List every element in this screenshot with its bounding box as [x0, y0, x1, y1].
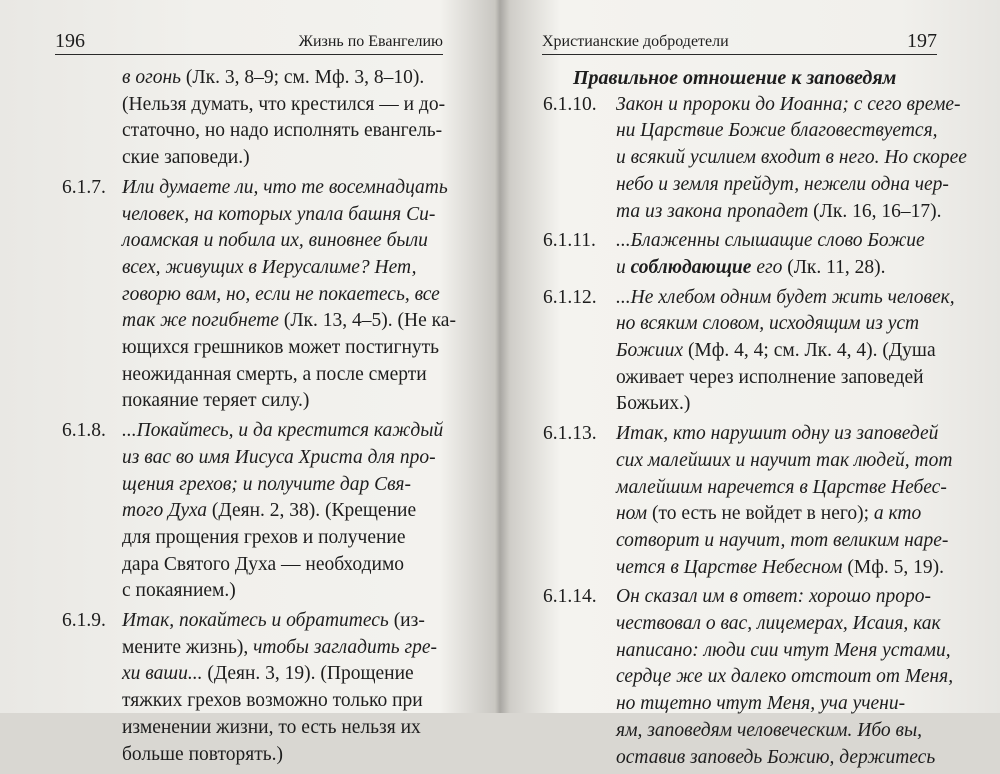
- text-segment: Итак, покайтесь и обратитесь: [122, 610, 389, 632]
- text-line: [122, 175, 456, 202]
- text-line: [122, 445, 447, 472]
- text-line: [122, 661, 447, 688]
- text-segment: написано: люди сии чтут Меня устами,: [616, 639, 951, 661]
- section-title: Правильное отношение к заповедям: [573, 67, 897, 89]
- text-line: [616, 311, 955, 338]
- text-line: [122, 742, 447, 769]
- verse-text: [122, 608, 447, 768]
- text-segment: Итак, кто нарушит одну из заповедей: [616, 423, 939, 445]
- text-segment: Божьих.): [616, 393, 691, 415]
- left-page-content: [62, 65, 456, 771]
- text-line: [122, 335, 456, 362]
- text-segment: сердце же их далеко отстоит от Меня,: [616, 666, 954, 688]
- continued-text: [62, 65, 447, 172]
- text-segment: человек, на которых упала башня Си-: [122, 203, 436, 225]
- text-segment: (то есть не войдет в него);: [647, 503, 874, 525]
- text-line: [122, 552, 447, 579]
- verse-entry: [543, 584, 954, 771]
- text-segment: (Лк. 11, 28).: [782, 256, 886, 278]
- verse-number: 6.1.12.: [543, 286, 597, 308]
- text-line: [122, 472, 447, 499]
- text-line: [122, 418, 447, 445]
- text-segment: Закон и пророки до Иоанна; с сего време-: [616, 93, 961, 115]
- left-page: [0, 0, 495, 765]
- verse-text: [122, 418, 447, 605]
- text-line: [616, 638, 953, 665]
- text-segment: статочно, но надо исполнять евангель-: [122, 120, 443, 142]
- text-segment: тяжких грехов возможно только при: [122, 690, 423, 712]
- text-segment: ...Покайтесь, и да крестится каждый: [122, 420, 444, 442]
- text-line: [122, 608, 447, 635]
- text-segment: щения грехов; и получите дар Свя-: [122, 473, 411, 495]
- text-line: [616, 555, 952, 582]
- text-segment: ни Царствие Божие благовествуется,: [616, 120, 938, 142]
- text-segment: покаяние теряет силу.): [122, 390, 310, 412]
- text-line: [122, 145, 447, 172]
- text-segment: чется в Царстве Небесном: [616, 556, 843, 578]
- text-segment: того Духа: [122, 500, 208, 522]
- text-line: [122, 388, 456, 415]
- verse-text: [616, 228, 943, 281]
- text-segment: (Мф. 5, 19).: [842, 556, 944, 578]
- verse-number: 6.1.14.: [543, 586, 597, 608]
- text-segment: больше повторять.): [122, 743, 284, 765]
- text-segment: ские заповеди.): [122, 147, 250, 169]
- text-segment: чтобы загладить гре-: [253, 636, 438, 658]
- text-segment: оставив заповедь Божию, держитесь: [616, 746, 936, 768]
- verse-entry: [543, 285, 955, 419]
- text-line: [616, 528, 952, 555]
- text-segment: (из-: [388, 610, 425, 632]
- text-line: [616, 501, 952, 528]
- text-segment: с покаянием.): [122, 580, 236, 602]
- verse-number: 6.1.8.: [62, 420, 106, 442]
- text-segment: изменении жизни, то есть нельзя их: [122, 716, 421, 738]
- text-line: [616, 228, 943, 255]
- text-line: [616, 255, 943, 282]
- text-line: [616, 584, 953, 611]
- text-segment: сотворит и научит, тот великим наре-: [616, 529, 949, 551]
- text-segment: Он сказал им в ответ: хорошо проро-: [616, 586, 931, 608]
- verse-number: 6.1.7.: [62, 176, 106, 198]
- text-segment: всех, живущих в Иерусалиме? Нет,: [122, 256, 417, 278]
- text-segment: хи ваши...: [122, 663, 203, 685]
- text-segment: для прощения грехов и получение: [122, 526, 406, 548]
- text-line: [122, 362, 456, 389]
- verse-number: 6.1.11.: [543, 230, 596, 252]
- text-line: [616, 391, 955, 418]
- text-segment: в огонь: [122, 67, 181, 88]
- verse-number: 6.1.9.: [62, 610, 106, 632]
- text-line: [616, 611, 953, 638]
- text-segment: та из закона пропадет: [616, 200, 809, 222]
- text-segment: ям, заповедям человеческим. Ибо вы,: [616, 719, 923, 741]
- text-segment: (Деян. 3, 19). (Прощение: [202, 663, 414, 685]
- left-page-header: [55, 30, 443, 55]
- text-segment: и всякий усилием входит в него. Но скорее: [616, 147, 967, 169]
- text-segment: неожиданная смерть, а после смерти: [122, 363, 427, 385]
- text-segment: (Деян. 2, 38). (Крещение: [207, 500, 417, 522]
- text-segment: чествовал о вас, лицемерах, Исаия, как: [616, 613, 941, 635]
- verse-entry: [62, 418, 447, 605]
- verse-text: [616, 584, 953, 771]
- text-line: [616, 448, 952, 475]
- text-segment: дара Святого Духа — необходимо: [122, 553, 405, 575]
- text-segment: лоамская и побила их, виновнее были: [122, 230, 428, 252]
- text-segment: говорю вам, но, если не покаетесь, все: [122, 283, 440, 305]
- verse-text: [616, 421, 952, 581]
- text-segment: его: [751, 256, 783, 278]
- verse-number: 6.1.10.: [543, 93, 597, 115]
- text-segment: ющихся грешников может постигнуть: [122, 337, 440, 359]
- text-segment: (Лк. 13, 4–5). (Не ка-: [278, 310, 456, 332]
- text-segment: (Мф. 4, 4; см. Лк. 4, 4). (Душа: [683, 340, 936, 362]
- text-line: [616, 664, 953, 691]
- text-segment: небо и земля прейдут, нежели одна чер-: [616, 173, 949, 195]
- text-segment: малейшим наречется в Царстве Небес-: [616, 476, 947, 498]
- text-line: [616, 92, 967, 119]
- text-line: [616, 285, 955, 312]
- text-segment: сих малейших и научит так людей, тот: [616, 449, 953, 471]
- text-line: [122, 308, 456, 335]
- text-segment: оживает через исполнение заповедей: [616, 366, 924, 388]
- text-segment: но всяким словом, исходящим из уст: [616, 313, 920, 335]
- text-line: [122, 578, 447, 605]
- text-line: [122, 202, 456, 229]
- text-line: [122, 525, 447, 552]
- text-line: [122, 498, 447, 525]
- verse-text: [616, 285, 955, 419]
- text-segment: (Лк. 3, 8–9; см. Мф. 3, 8–10).: [181, 67, 425, 88]
- text-line: [616, 718, 953, 745]
- text-segment: Или думаете ли, что те восемнадцать: [122, 176, 448, 198]
- text-line: [616, 421, 952, 448]
- text-line: [122, 65, 447, 92]
- running-title: Жизнь по Евангелию: [298, 33, 443, 50]
- text-segment: ...Не хлебом одним будет жить человек,: [616, 286, 955, 308]
- text-segment: мените жизнь),: [122, 636, 254, 658]
- text-segment: (Лк. 16, 16–17).: [808, 200, 942, 222]
- text-segment: а кто: [873, 503, 922, 525]
- verse-entry: [62, 175, 456, 415]
- text-line: [122, 228, 456, 255]
- text-line: [616, 338, 955, 365]
- text-segment: но тщетно чтут Меня, уча учени-: [616, 693, 906, 715]
- verse-entry: [543, 92, 967, 226]
- page-number: 197: [907, 30, 937, 52]
- text-segment: ном: [616, 503, 648, 525]
- text-segment: соблюдающие: [630, 256, 752, 278]
- text-line: [616, 199, 967, 226]
- text-line: [616, 118, 967, 145]
- text-line: [122, 255, 456, 282]
- text-segment: (Нельзя думать, что крестился — и до-: [122, 93, 446, 115]
- text-line: [122, 715, 447, 742]
- text-segment: из вас во имя Иисуса Христа для про-: [122, 446, 436, 468]
- verse-number: 6.1.13.: [543, 423, 597, 445]
- text-line: [616, 745, 953, 772]
- right-page-header: [542, 30, 937, 55]
- text-segment: и: [616, 256, 631, 278]
- verse-text: [616, 92, 967, 226]
- right-page: [505, 0, 1000, 768]
- text-line: [616, 475, 952, 502]
- text-segment: так же погибнете: [122, 310, 279, 332]
- text-line: [616, 172, 967, 199]
- verse-entry: [62, 608, 447, 768]
- verse-entry: [543, 228, 943, 281]
- verse-entry: [543, 421, 953, 581]
- text-line: [122, 282, 456, 309]
- text-segment: Божиих: [616, 340, 684, 362]
- text-segment: ...Блаженны слышащие слово Божие: [616, 230, 925, 252]
- text-line: [122, 118, 447, 145]
- running-title: Христианские добродетели: [542, 33, 729, 50]
- text-line: [616, 365, 955, 392]
- right-page-content: [543, 65, 967, 774]
- text-line: [122, 92, 447, 119]
- text-line: [616, 145, 967, 172]
- text-line: [122, 635, 447, 662]
- verse-text: [122, 175, 456, 415]
- text-line: [616, 691, 953, 718]
- text-line: [122, 688, 447, 715]
- page-number: 196: [55, 30, 85, 52]
